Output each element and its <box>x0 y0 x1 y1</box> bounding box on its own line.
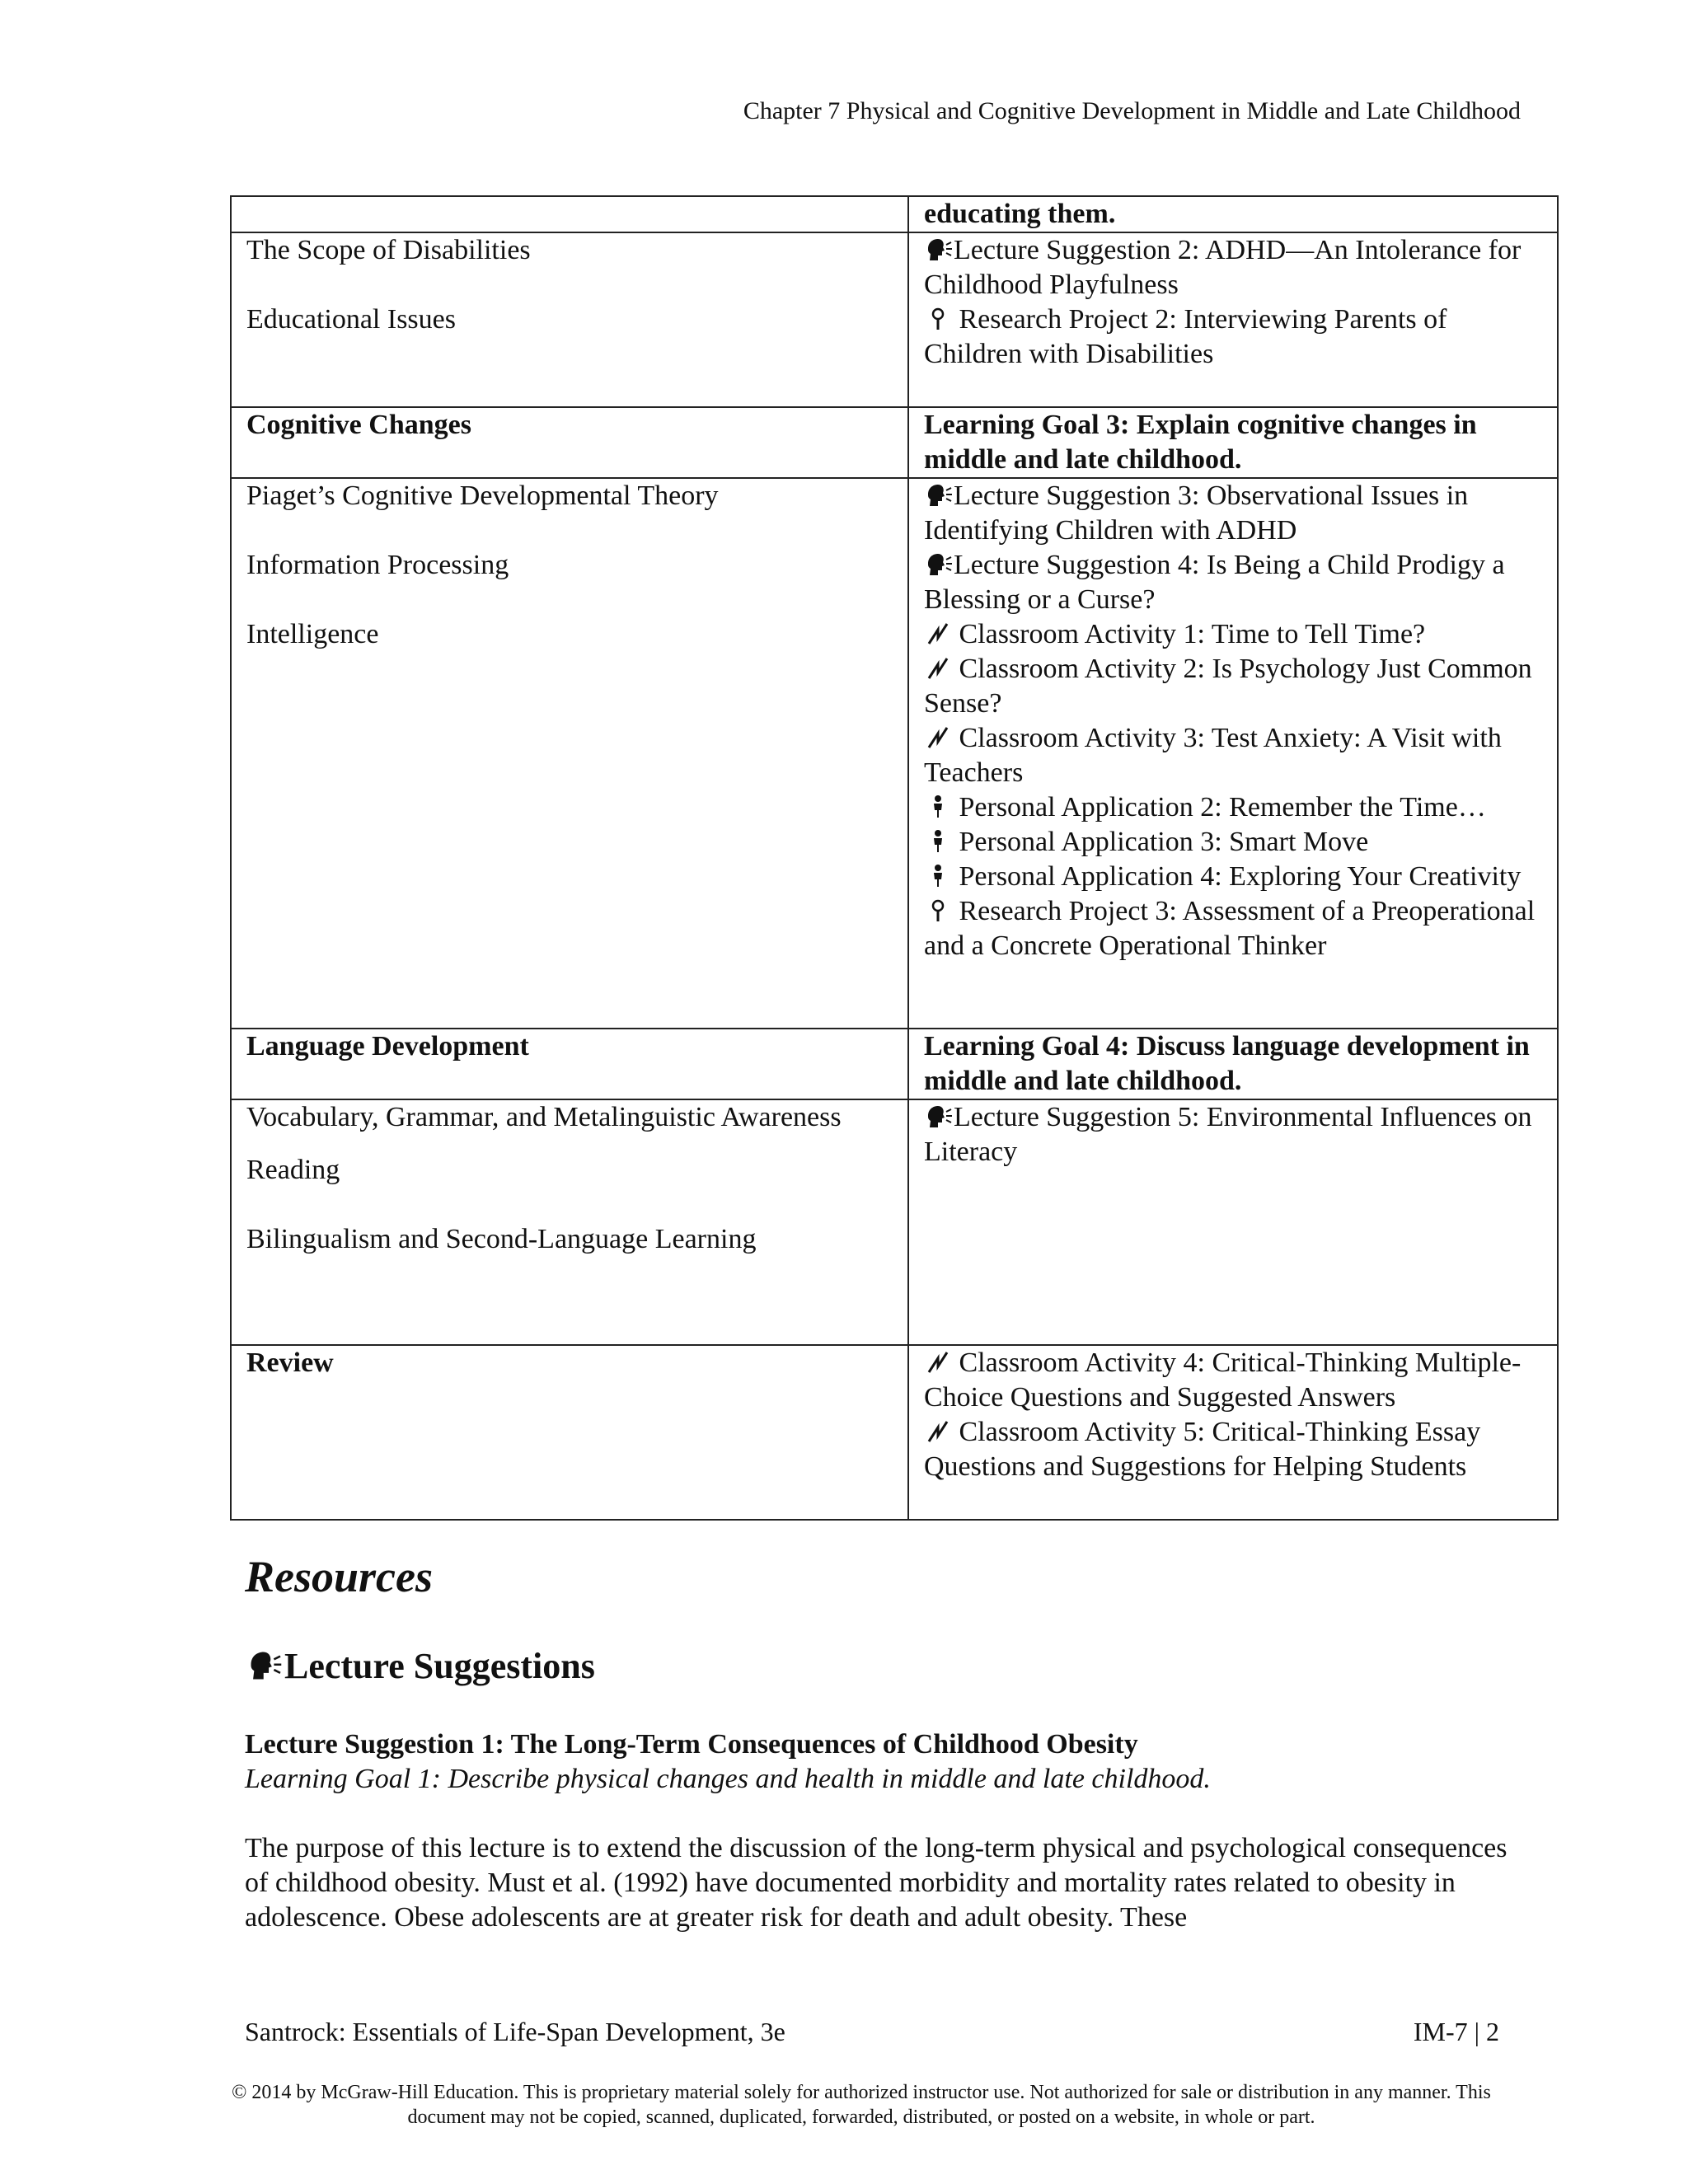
resource-text: Lecture Suggestion 5: Environmental Influences on Literacy <box>924 1102 1532 1167</box>
outline-topic: Information Processing <box>246 550 509 580</box>
outline-topic: Intelligence <box>246 619 379 649</box>
resource-text: Research Project 3: Assessment of a Preoperational and a Concrete Operational Thinker <box>924 896 1536 961</box>
table-row <box>231 196 1558 232</box>
lecture-icon <box>245 1645 284 1687</box>
copyright-notice: © 2014 by McGraw-Hill Education. This is proprietary material solely for authorized instructor use. Not authorized for sale or distribution in any manner. This document may not be copied, scanned, duplicated, forwarded, distributed, or posted on a website, in whole or part. <box>232 2082 1491 2128</box>
outline-resource-cell <box>908 478 1558 1029</box>
table-row <box>231 1345 1558 1520</box>
resource-text: Classroom Activity 3: Test Anxiety: A Visit with Teachers <box>924 723 1502 788</box>
resource-item <box>924 548 1542 617</box>
learning-goal-text: Learning Goal 3: Explain cognitive changes in middle and late childhood. <box>924 410 1477 475</box>
body-paragraph: The purpose of this lecture is to extend the discussion of the long-term physical and psychological consequences of childhood obesity. Must et al. (1992) have documented morbidity and mortality rates related to obesity in adolescence. Obese adolescents are at greater risk for death and adult obesity. These <box>245 1833 1507 1933</box>
outline-topic-cell <box>231 196 908 232</box>
activity-icon <box>924 652 952 687</box>
resource-item <box>924 790 1542 825</box>
resource-item <box>924 1346 1542 1415</box>
lecture-suggestions-title: Lecture Suggestions <box>284 1646 595 1686</box>
activity-icon <box>924 1346 952 1380</box>
learning-goal-text: educating them. <box>924 199 1116 229</box>
resource-item <box>924 721 1542 790</box>
resource-text: Research Project 2: Interviewing Parents of Children with Disabilities <box>924 304 1447 369</box>
resource-text: Classroom Activity 2: Is Psychology Just Common Sense? <box>924 654 1532 719</box>
footer-page-number: IM-7 | 2 <box>1413 2017 1499 2046</box>
outline-section-heading: Cognitive Changes <box>246 410 471 440</box>
outline-section-heading: Language Development <box>246 1031 529 1062</box>
resource-item <box>924 233 1542 302</box>
lecture-suggestion-title: Lecture Suggestion 1: The Long-Term Consequences of Childhood Obesity <box>245 1729 1138 1760</box>
resource-item <box>924 617 1542 652</box>
outline-topic-cell <box>231 478 908 1029</box>
footer-book-title: Santrock: Essentials of Life-Span Development, 3e <box>245 2017 785 2046</box>
chapter-outline-table <box>230 195 1559 1521</box>
lecture-icon <box>924 233 954 268</box>
outline-resource-cell <box>908 196 1558 232</box>
outline-topic-cell <box>231 407 908 478</box>
resource-text: Lecture Suggestion 4: Is Being a Child Prodigy a Blessing or a Curse? <box>924 550 1505 615</box>
research-icon <box>924 894 952 929</box>
outline-topic-cell <box>231 1029 908 1099</box>
outline-resource-cell <box>908 1099 1558 1345</box>
research-icon <box>924 302 952 337</box>
activity-icon <box>924 721 952 756</box>
outline-topic: Reading <box>246 1155 340 1185</box>
table-row <box>231 478 1558 1029</box>
outline-section-heading: Review <box>246 1347 334 1378</box>
outline-resource-cell <box>908 407 1558 478</box>
outline-topic-cell <box>231 1345 908 1520</box>
personal-icon <box>924 825 952 860</box>
outline-topic-cell <box>231 1099 908 1345</box>
resource-item <box>924 1100 1542 1169</box>
lecture-icon <box>924 1100 954 1135</box>
table-row <box>231 1099 1558 1345</box>
resource-text: Classroom Activity 4: Critical-Thinking Multiple-Choice Questions and Suggested Answers <box>924 1347 1522 1413</box>
resource-text: Personal Application 2: Remember the Time… <box>952 792 1486 823</box>
resources-heading: Resources <box>245 1552 433 1601</box>
activity-icon <box>924 1415 952 1450</box>
table-row <box>231 232 1558 407</box>
resource-text: Lecture Suggestion 3: Observational Issues in Identifying Children with ADHD <box>924 480 1469 546</box>
outline-resource-cell <box>908 232 1558 407</box>
resource-item <box>924 479 1542 548</box>
personal-icon <box>924 860 952 894</box>
outline-topic: Educational Issues <box>246 304 456 335</box>
table-row <box>231 1029 1558 1099</box>
outline-topic: Vocabulary, Grammar, and Metalinguistic Awareness <box>246 1102 842 1132</box>
lecture-icon <box>924 479 954 513</box>
outline-topic: Piaget’s Cognitive Developmental Theory <box>246 480 719 511</box>
activity-icon <box>924 617 952 652</box>
lecture-icon <box>924 548 954 583</box>
resource-text: Lecture Suggestion 2: ADHD—An Intolerance for Childhood Playfulness <box>924 235 1522 300</box>
learning-goal-text: Learning Goal 4: Discuss language development in middle and late childhood. <box>924 1031 1530 1096</box>
resource-item <box>924 652 1542 721</box>
outline-topic: The Scope of Disabilities <box>246 235 531 265</box>
resource-item <box>924 302 1542 372</box>
personal-icon <box>924 790 952 825</box>
resource-text: Classroom Activity 1: Time to Tell Time? <box>952 619 1426 649</box>
resource-text: Classroom Activity 5: Critical-Thinking Essay Questions and Suggestions for Helping Students <box>924 1417 1481 1482</box>
outline-topic-cell <box>231 232 908 407</box>
resource-item <box>924 860 1542 894</box>
outline-resource-cell <box>908 1345 1558 1520</box>
resource-text: Personal Application 4: Exploring Your Creativity <box>952 861 1522 892</box>
learning-goal-text: Learning Goal 1: Describe physical changes and health in middle and late childhood. <box>245 1764 1211 1794</box>
resource-item <box>924 894 1542 963</box>
resource-item <box>924 1415 1542 1484</box>
resource-text: Personal Application 3: Smart Move <box>952 827 1369 857</box>
outline-resource-cell <box>908 1029 1558 1099</box>
resource-item <box>924 825 1542 860</box>
lecture-suggestions-heading <box>245 1645 595 1687</box>
outline-topic: Bilingualism and Second-Language Learning <box>246 1224 757 1254</box>
table-row <box>231 407 1558 478</box>
running-head: Chapter 7 Physical and Cognitive Development in Middle and Late Childhood <box>743 97 1521 124</box>
